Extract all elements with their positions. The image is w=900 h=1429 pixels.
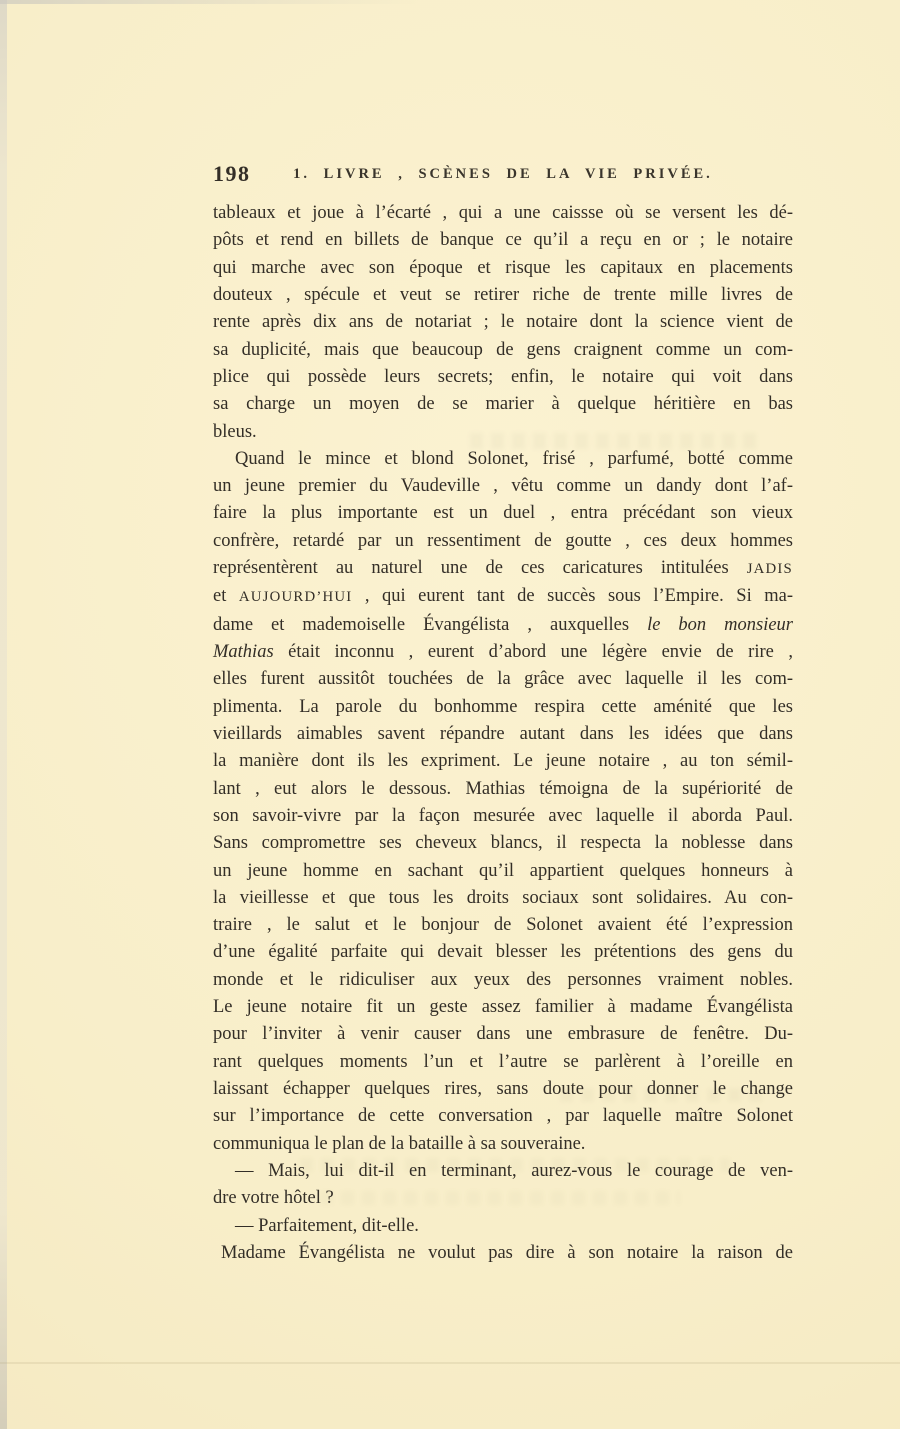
body-text-segment: rant quelques moments l’un et l’autre se parlèrent à l’oreille en <box>213 1051 793 1072</box>
text-line <box>213 1103 793 1130</box>
small-caps-text: AUJOURD’HUI <box>238 589 353 606</box>
body-text-segment: Sans compromettre ses cheveux blancs, il respecta la noblesse dans <box>213 833 793 854</box>
text-line <box>213 830 793 857</box>
body-text-segment: Madame Évangélista ne voulut pas dire à son notaire la raison de <box>221 1242 793 1263</box>
body-text-segment: était inconnu , eurent d’abord une légère envie de rire , <box>273 642 793 662</box>
body-text-segment: laissant échapper quelques rires, sans doute pour donner le change <box>213 1079 793 1099</box>
text-line <box>213 994 793 1021</box>
body-text-segment: bleus. <box>213 421 257 442</box>
text-line <box>213 912 793 939</box>
text-line <box>213 282 793 309</box>
body-text-segment: plimenta. La parole du bonhomme respira cette aménité que les <box>213 696 793 717</box>
text-line <box>213 227 793 254</box>
body-text-segment: la manière dont ils les expriment. Le jeune notaire , au ton sémil- <box>213 751 793 772</box>
paper-crease <box>0 1362 900 1364</box>
italic-text: Mathias <box>213 642 274 662</box>
body-text-segment: Quand le mince et blond Solonet, frisé , parfumé, botté comme <box>235 448 793 469</box>
body-text-segment: plice qui possède leurs secrets; enfin, le notaire qui voit dans <box>213 366 793 387</box>
body-text-segment: d’une égalité parfaite qui devait blesser les prétentions des gens du <box>213 942 793 963</box>
body-text-segment: rente après dix ans de notariat ; le notaire dont la science vient de <box>213 312 793 333</box>
text-line <box>213 1076 793 1103</box>
body-text-segment: , qui eurent tant de succès sous l’Empire. Si ma- <box>352 586 793 607</box>
text-line <box>213 967 793 994</box>
text-line <box>213 500 793 527</box>
text-line <box>213 1185 793 1212</box>
italic-text: le bon monsieur <box>647 614 793 635</box>
body-text-segment: elles furent aussitôt touchées de la grâce avec laquelle il les com- <box>213 669 793 690</box>
body-text-segment: douteux , spécule et veut se retirer riche de trente mille livres de <box>213 284 793 305</box>
body-text-segment: monde et le ridiculiser aux yeux des personnes vraiment nobles. <box>213 969 793 990</box>
text-line <box>213 1131 793 1158</box>
body-text-segment: la vieillesse et que tous les droits sociaux sont solidaires. Au con- <box>213 887 793 908</box>
body-text-segment: tableaux et joue à l’écarté , qui a une caissse où se versent les dé- <box>213 203 793 223</box>
body-text-segment: sa charge un moyen de se marier à quelque héritière en bas <box>213 394 793 415</box>
text-line <box>213 939 793 966</box>
text-line <box>213 337 793 364</box>
body-text-segment: dre votre hôtel ? <box>213 1188 334 1209</box>
text-line <box>213 255 793 282</box>
body-text-segment: son savoir-vivre par la façon mesurée avec laquelle il aborda Paul. <box>213 805 793 826</box>
body-text-segment: dame et mademoiselle Évangélista , auxquelles <box>213 614 648 635</box>
text-line <box>213 776 793 803</box>
text-line <box>213 666 793 693</box>
body-text-segment: confrère, retardé par un ressentiment de goutte , ces deux hommes <box>213 530 793 551</box>
text-line <box>213 473 793 500</box>
body-text-segment: lant , eut alors le dessous. Mathias témoigna de la supériorité de <box>213 778 793 799</box>
text-line <box>213 721 793 748</box>
text-line <box>213 391 793 418</box>
body-text-segment: sur l’importance de cette conversation , par laquelle maître Solonet <box>213 1106 793 1127</box>
text-line <box>213 419 793 446</box>
body-text-segment: faire la plus importante est un duel , entra précédant son vieux <box>213 503 793 524</box>
text-line <box>213 694 793 721</box>
text-line <box>213 1240 793 1267</box>
body-text-segment: vieillards aimables savent répandre autant dans les idées que dans <box>213 723 793 744</box>
text-line <box>213 639 793 666</box>
body-text-segment: sa duplicité, mais que beaucoup de gens craignent comme un com- <box>213 339 793 360</box>
text-line <box>213 885 793 912</box>
body-text-segment: pour l’inviter à venir causer dans une embrasure de fenêtre. Du- <box>213 1024 793 1045</box>
body-text-segment: — Mais, lui dit-il en terminant, aurez-vous le courage de ven- <box>235 1160 793 1181</box>
text-line <box>213 858 793 885</box>
page-number: 198 <box>213 161 251 186</box>
text-line <box>213 1158 793 1185</box>
text-line <box>213 309 793 336</box>
text-line <box>213 1021 793 1048</box>
text-line <box>213 1049 793 1076</box>
scan-edge-top <box>0 0 420 4</box>
text-line <box>213 612 793 639</box>
body-text-segment: traire , le salut et le bonjour de Solonet avaient été l’expression <box>213 915 793 936</box>
small-caps-text: JADIS <box>746 561 793 578</box>
body-text-segment: et <box>213 586 239 607</box>
body-text-segment: représentèrent au naturel une de ces caricatures intitulées <box>213 558 747 579</box>
page-body <box>213 200 793 1267</box>
body-text-segment: communiqua le plan de la bataille à sa souveraine. <box>213 1133 586 1154</box>
body-text-segment: Le jeune notaire fit un geste assez familier à madame Évangélista <box>213 997 793 1018</box>
text-line <box>213 528 793 555</box>
text-line <box>213 364 793 391</box>
text-line <box>213 446 793 473</box>
body-text-segment: un jeune premier du Vaudeville , vêtu comme un dandy dont l’af- <box>213 476 793 497</box>
text-line <box>213 748 793 775</box>
body-text-segment: pôts et rend en billets de banque ce qu’il a reçu en or ; le notaire <box>213 230 793 251</box>
body-text-segment: un jeune homme en sachant qu’il appartient quelques honneurs à <box>213 860 793 881</box>
scan-edge-left <box>0 0 7 1429</box>
running-title: 1. LIVRE , SCÈNES DE LA VIE PRIVÉE. <box>293 166 713 182</box>
text-line <box>213 583 793 611</box>
body-text-segment: qui marche avec son époque et risque les capitaux en placements <box>213 257 793 278</box>
text-line <box>213 200 793 227</box>
text-line <box>213 1213 793 1240</box>
body-text-segment: — Parfaitement, dit-elle. <box>235 1215 419 1236</box>
page-header <box>213 161 793 189</box>
text-line <box>213 803 793 830</box>
text-line <box>213 555 793 583</box>
